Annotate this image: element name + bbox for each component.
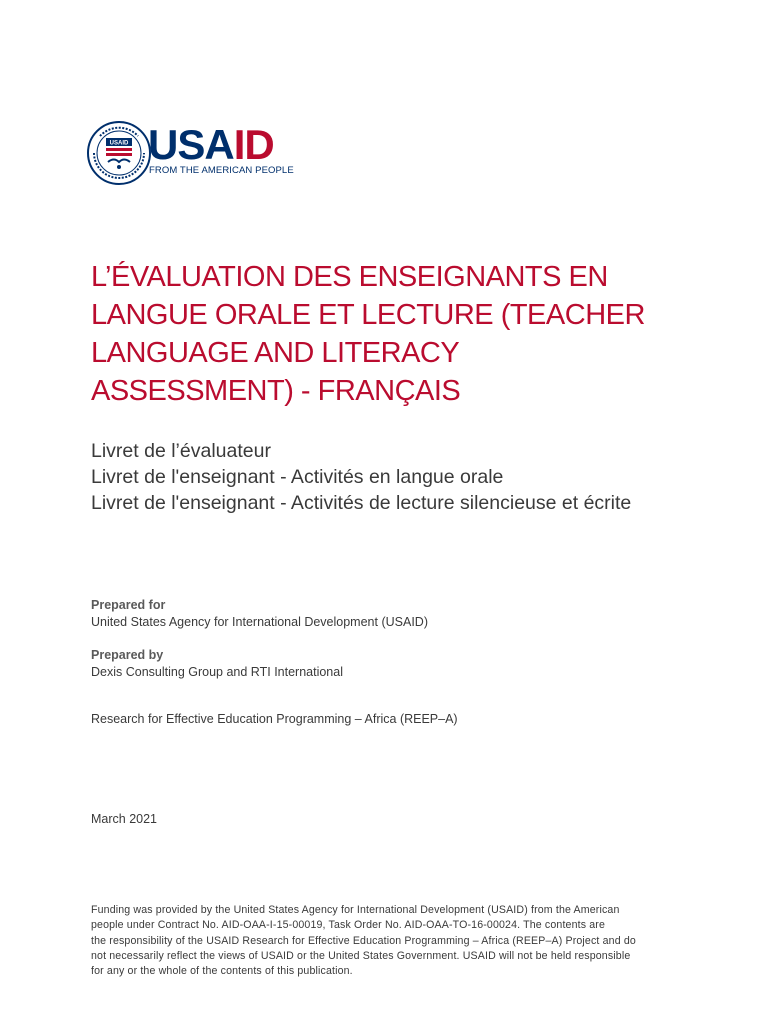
funding-line: people under Contract No. AID-OAA-I-15-00019, Task Order No. AID-OAA-TO-16-00024. The contents are [91, 919, 606, 932]
prepared-by-value: Dexis Consulting Group and RTI International [91, 665, 343, 679]
wordmark-accent: ID [233, 121, 274, 168]
prepared-for-value: United States Agency for International Development (USAID) [91, 615, 428, 629]
funding-disclaimer [91, 903, 686, 979]
prepared-by-label: Prepared by [91, 648, 164, 662]
title-line: L’ÉVALUATION DES ENSEIGNANTS EN [91, 261, 608, 293]
prepared-by-block [91, 647, 343, 681]
program-name: Research for Effective Education Programming – Africa (REEP–A) [91, 712, 458, 726]
booklet-item: Livret de l’évaluateur [91, 440, 271, 462]
funding-line: Funding was provided by the United States Agency for International Development (USAID) from the American [91, 904, 620, 916]
prepared-for-label: Prepared for [91, 598, 166, 612]
funding-line: not necessarily reflect the views of USAID or the United States Government. USAID will not be held responsible [91, 949, 631, 962]
title-line: ASSESSMENT) - FRANÇAIS [91, 375, 461, 407]
publication-date: March 2021 [91, 812, 158, 826]
seal-label: USAID [109, 140, 129, 147]
logo-tagline: FROM THE AMERICAN PEOPLE [149, 165, 294, 176]
usaid-seal-icon [86, 120, 152, 186]
booklet-item: Livret de l'enseignant - Activités de lecture silencieuse et écrite [91, 492, 632, 514]
title-line: LANGUE ORALE ET LECTURE (TEACHER [91, 299, 645, 331]
usaid-logo [86, 120, 296, 186]
funding-line: for any or the whole of the contents of this publication. [91, 965, 353, 978]
booklet-item: Livret de l'enseignant - Activités en langue orale [91, 466, 504, 488]
title-line: LANGUAGE AND LITERACY [91, 337, 460, 369]
document-title [91, 258, 731, 410]
booklet-list [91, 438, 631, 516]
usaid-wordmark [148, 121, 274, 168]
funding-line: the responsibility of the USAID Research for Effective Education Programming – Africa (REEP–A) Project and do [91, 934, 636, 947]
prepared-for-block [91, 597, 428, 631]
wordmark-main: USA [148, 121, 234, 168]
